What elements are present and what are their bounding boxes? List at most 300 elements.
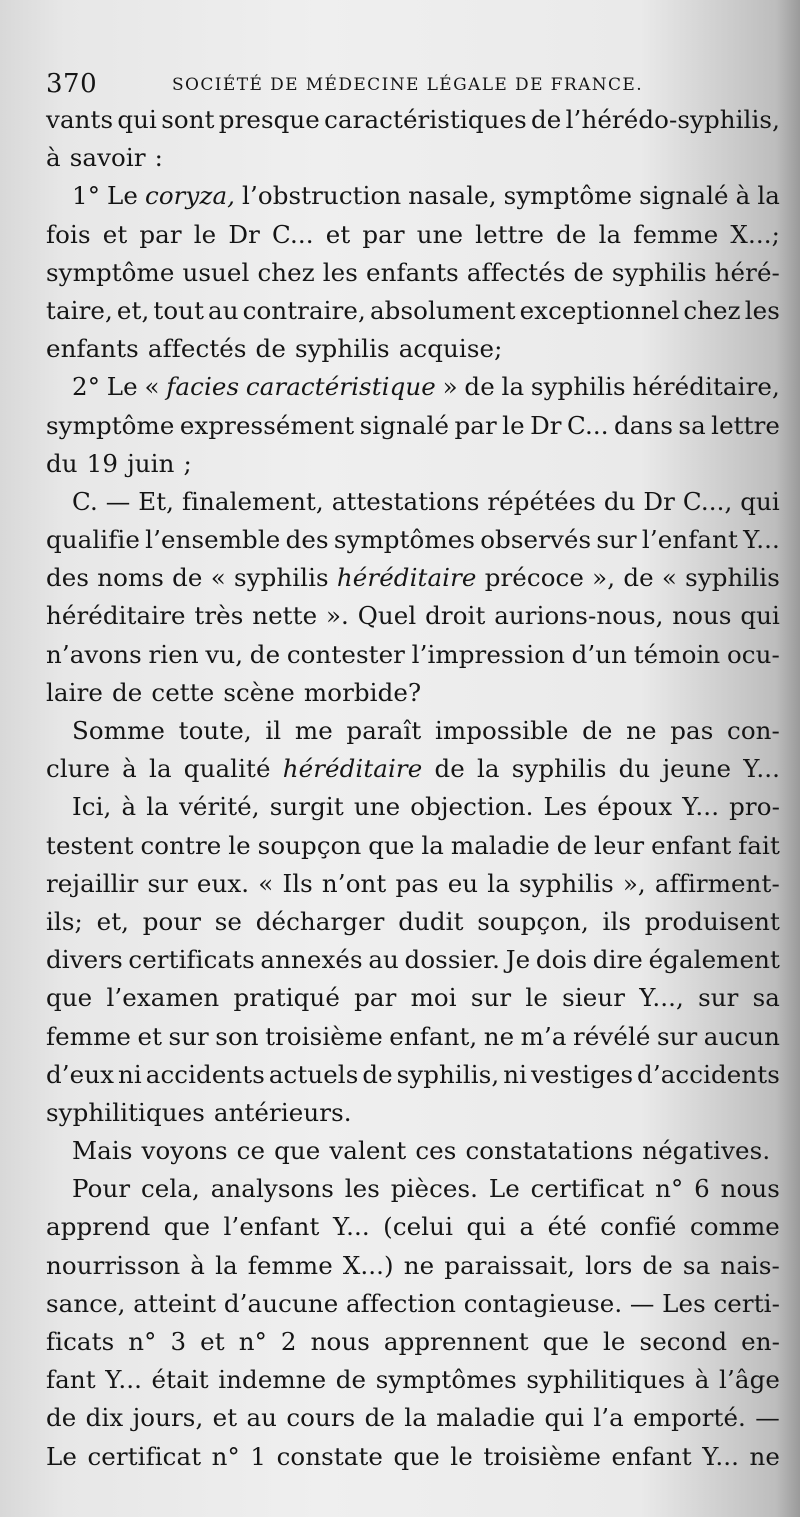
word: certificats	[128, 945, 255, 975]
word: négatives.	[642, 1136, 771, 1166]
word: exceptionnel	[519, 295, 680, 325]
word: pour	[142, 906, 202, 936]
word: les	[744, 295, 780, 325]
word: que	[46, 983, 93, 1013]
word: et,	[96, 906, 130, 936]
word: et	[200, 1327, 225, 1356]
word: 3	[170, 1327, 187, 1356]
running-title: SOCIÉTÉ DE MÉDECINE LÉGALE DE FRANCE.	[172, 75, 644, 95]
word: la	[146, 792, 169, 822]
word: coryza,	[145, 181, 236, 211]
word: Y...	[682, 792, 720, 822]
word: sur	[470, 983, 512, 1013]
word: par	[454, 410, 497, 440]
word: Dr	[228, 219, 260, 249]
word: atteint	[133, 1288, 217, 1318]
word: Dr	[530, 410, 562, 440]
word: certi-	[713, 1288, 780, 1318]
word: con-	[727, 716, 780, 745]
word: impossible	[434, 716, 569, 745]
text-line	[46, 1056, 780, 1094]
word: «	[661, 563, 677, 593]
word: l’obstruction	[242, 181, 402, 211]
text-line	[46, 445, 780, 483]
word: lettre	[475, 219, 545, 249]
word: et	[102, 219, 128, 249]
word: vu,	[205, 639, 244, 669]
word: la	[149, 754, 172, 784]
word: ne	[483, 1021, 515, 1051]
word: une	[353, 792, 401, 822]
word: par	[354, 983, 397, 1013]
word: symptôme	[46, 257, 175, 287]
text-line	[46, 368, 780, 406]
word: la	[215, 1250, 238, 1280]
word: X...)	[342, 1250, 394, 1280]
word: de	[573, 257, 604, 287]
word: ni	[503, 1059, 528, 1089]
word: l’a	[593, 1403, 624, 1433]
word: nous	[310, 1327, 370, 1356]
word: laire	[46, 677, 103, 707]
text-line	[46, 1132, 780, 1170]
word: affectés	[466, 257, 566, 287]
word: 19	[86, 448, 119, 478]
word: dix	[85, 1403, 124, 1433]
word: qui	[740, 601, 780, 631]
word: soupçon	[257, 830, 362, 860]
text-line	[46, 254, 780, 292]
word: dois	[535, 945, 588, 975]
word: de	[362, 1059, 393, 1089]
word: de	[335, 1365, 367, 1395]
word: eu	[447, 868, 479, 898]
word: Quel	[357, 601, 417, 631]
word: 6	[694, 1174, 710, 1204]
word: troisième	[483, 1441, 602, 1471]
word: dudit	[398, 906, 464, 936]
word: que	[368, 830, 415, 860]
word: le	[602, 1327, 626, 1356]
word: symptômes	[375, 1365, 517, 1395]
word: de	[112, 677, 143, 707]
word: héré-	[714, 257, 780, 287]
word: de	[582, 716, 613, 745]
word: de	[364, 1403, 396, 1433]
word: troisième	[265, 1021, 383, 1051]
word: sur	[656, 1021, 698, 1051]
word: Les	[662, 1288, 706, 1318]
word: le	[525, 983, 548, 1013]
word: de	[464, 372, 495, 402]
text-line	[46, 483, 780, 521]
word: «	[210, 563, 226, 593]
word: se	[214, 906, 243, 936]
word: affection	[345, 1288, 457, 1318]
text-line	[46, 407, 780, 445]
word: jours,	[132, 1403, 204, 1433]
word: nasale,	[408, 181, 497, 211]
word: Y...	[332, 1212, 370, 1242]
word: la	[404, 1403, 427, 1433]
word: syphilis	[530, 372, 626, 402]
word: syphilitiques	[526, 1365, 686, 1395]
word: de	[642, 1250, 673, 1280]
text-line	[46, 636, 780, 674]
word: sur	[147, 868, 188, 898]
word: acquise;	[398, 334, 503, 364]
word: Les	[543, 792, 588, 822]
word: X...;	[730, 219, 780, 249]
word: répétées	[487, 486, 596, 516]
word: caractéristiques	[324, 105, 527, 134]
text-line	[46, 292, 780, 330]
word: qui	[466, 1212, 507, 1242]
word: et	[137, 1021, 163, 1051]
word: contagieuse.	[463, 1288, 623, 1318]
word: dossier.	[404, 945, 501, 975]
text-line	[46, 559, 780, 597]
word: accidents	[145, 1059, 265, 1089]
word: de	[46, 1403, 77, 1433]
word: scène	[223, 677, 295, 707]
word: l’hérédo-syphilis,	[565, 105, 780, 134]
word: morbide?	[303, 677, 422, 707]
word: les	[344, 1174, 380, 1204]
word: décharger	[255, 906, 385, 936]
text-line	[46, 1285, 780, 1323]
word: nette	[252, 601, 318, 631]
word: symptôme	[503, 181, 633, 211]
word: contre	[140, 830, 222, 860]
word: me	[294, 716, 333, 745]
word: savoir	[69, 143, 146, 173]
word: ils	[602, 906, 632, 936]
word: »,	[592, 563, 616, 593]
word: l’ensemble	[145, 525, 281, 555]
word: qui	[544, 1403, 585, 1433]
word: n°	[238, 1327, 267, 1356]
word: Pour	[72, 1174, 131, 1204]
word: Je	[505, 945, 531, 975]
text-line	[46, 1247, 780, 1285]
word: lettre	[711, 410, 780, 440]
text-line	[46, 1170, 780, 1208]
word: de	[249, 639, 281, 669]
word: valent	[329, 1136, 407, 1166]
word: Y...	[702, 1441, 739, 1471]
word: enfant	[611, 1441, 692, 1471]
word: qui	[117, 105, 157, 134]
word: l’enfant	[641, 525, 738, 555]
word: le	[193, 219, 217, 249]
word: caractéristique	[245, 372, 436, 402]
text-line	[46, 101, 780, 139]
word: de	[623, 563, 654, 593]
word: au	[368, 945, 399, 975]
word: —	[755, 1403, 780, 1433]
word: vants	[46, 105, 114, 134]
word: ficats	[46, 1327, 115, 1356]
word: précoce	[484, 563, 584, 593]
word: de	[434, 754, 465, 784]
word: héréditaire,	[632, 372, 780, 402]
word: pièces.	[390, 1174, 479, 1204]
word: n’avons	[46, 639, 142, 669]
word: qui	[740, 486, 780, 516]
word: confié	[600, 1212, 677, 1242]
word: sa	[678, 410, 706, 440]
word: noms	[97, 563, 164, 593]
word: maladie	[436, 1403, 536, 1433]
word: n°	[211, 1441, 240, 1471]
word: soupçon,	[477, 906, 589, 936]
word: et	[325, 219, 351, 249]
word: droit	[425, 601, 486, 631]
word: produisent	[644, 906, 780, 936]
word: voyons	[141, 1136, 228, 1166]
word: taire,	[46, 295, 113, 325]
word: expressément	[179, 410, 355, 440]
word: au	[246, 1403, 278, 1433]
word: n’ont	[321, 868, 387, 898]
word: à	[46, 143, 61, 173]
text-line	[46, 177, 780, 215]
text-line	[46, 903, 780, 941]
word: que	[163, 1212, 211, 1242]
word: de	[556, 219, 587, 249]
page-header	[0, 66, 800, 102]
word: attestations	[331, 486, 480, 516]
text-line	[46, 712, 780, 750]
word: cette	[151, 677, 215, 707]
word: dire	[592, 945, 643, 975]
text-line	[46, 788, 780, 826]
word: toute,	[178, 716, 252, 745]
word: (celui	[383, 1212, 454, 1242]
word: presque	[218, 105, 320, 134]
word: a	[519, 1212, 535, 1242]
word: nous	[720, 1174, 780, 1204]
word: second	[639, 1327, 728, 1356]
word: m’a	[520, 1021, 567, 1051]
word: Dr	[643, 486, 675, 516]
word: apprend	[46, 1212, 151, 1242]
word: analysons	[210, 1174, 334, 1204]
word: paraît	[346, 716, 422, 745]
word: l’examen	[106, 983, 220, 1013]
word: héréditaire	[46, 601, 186, 631]
word: actuels	[268, 1059, 359, 1089]
text-line	[46, 674, 780, 712]
text-line	[46, 597, 780, 635]
word: enfant	[651, 830, 732, 860]
word: rejaillir	[46, 868, 139, 898]
word: observés	[480, 525, 592, 555]
word: ne	[626, 716, 657, 745]
word: syphilis	[294, 334, 390, 364]
word: à	[735, 181, 751, 211]
word: jeune	[662, 754, 732, 784]
word: sance,	[46, 1288, 126, 1318]
word: Le	[488, 1174, 520, 1204]
text-line	[46, 330, 780, 368]
word: femme	[247, 1250, 333, 1280]
word: 1°	[72, 181, 101, 211]
word: absolument	[369, 295, 516, 325]
word: qualité	[183, 754, 271, 784]
text-line	[46, 1323, 780, 1361]
word: contraire,	[242, 295, 366, 325]
word: certificat	[87, 1441, 202, 1471]
word: symptôme	[46, 410, 175, 440]
word: de	[556, 830, 588, 860]
word: tout	[153, 295, 205, 325]
word: au	[208, 295, 239, 325]
word: ».	[325, 601, 349, 631]
text-line	[46, 1399, 780, 1437]
word: d’un	[571, 639, 628, 669]
text-line	[46, 521, 780, 559]
word: syphilis	[233, 563, 329, 593]
word: son	[215, 1021, 259, 1051]
word: sur	[698, 983, 739, 1013]
word: —	[629, 1288, 655, 1318]
word: des	[285, 525, 329, 555]
word: Ils	[282, 868, 313, 898]
word: l’enfant	[223, 1212, 320, 1242]
text-line	[46, 1018, 780, 1056]
word: enfants	[365, 257, 459, 287]
word: d’eux	[46, 1059, 115, 1089]
word: femme	[633, 219, 719, 249]
word: antérieurs.	[213, 1097, 352, 1127]
word: fait	[738, 830, 780, 860]
word: le	[450, 1441, 473, 1471]
word: syphilis	[611, 257, 707, 287]
word: C...,	[682, 486, 733, 516]
word: à	[121, 792, 137, 822]
word: syphilitiques	[46, 1097, 205, 1127]
word: que	[274, 1136, 321, 1166]
word: et	[212, 1403, 238, 1433]
word: Y...	[105, 1365, 143, 1395]
word: ne	[749, 1441, 780, 1471]
word: et,	[116, 295, 150, 325]
word: très	[194, 601, 244, 631]
word: que	[542, 1327, 589, 1356]
word: —	[105, 486, 131, 516]
word: Et,	[138, 486, 175, 516]
word: Ici,	[72, 792, 112, 822]
text-line	[46, 1361, 780, 1399]
word: la	[476, 754, 500, 784]
word: divers	[46, 945, 123, 975]
word: la	[421, 830, 445, 860]
word: emporté.	[633, 1403, 746, 1433]
word: annexés	[260, 945, 363, 975]
word: Somme	[72, 716, 165, 745]
word: signalé	[639, 181, 729, 211]
text-line	[46, 827, 780, 865]
word: contester	[286, 639, 405, 669]
text-line	[46, 865, 780, 903]
word: ce	[236, 1136, 266, 1166]
word: »	[442, 372, 458, 402]
word: affirment-	[654, 868, 780, 898]
word: héréditaire	[336, 563, 477, 593]
word: chez	[683, 295, 741, 325]
page-number: 370	[46, 69, 98, 99]
word: ces	[415, 1136, 457, 1166]
word: de	[255, 334, 286, 364]
word: Le	[106, 372, 138, 402]
word: sa	[752, 983, 780, 1013]
word: femme	[46, 1021, 132, 1051]
word: à	[122, 754, 137, 784]
word: sur	[596, 525, 637, 555]
word: les	[322, 257, 358, 287]
word: époux	[597, 792, 673, 822]
word: objection.	[410, 792, 534, 822]
word: Mais	[72, 1136, 133, 1166]
word: certificat	[530, 1174, 645, 1204]
word: l’impression	[411, 639, 565, 669]
word: à	[694, 1365, 710, 1395]
word: Le	[46, 1441, 77, 1471]
word: pro-	[729, 792, 780, 822]
word: ni	[118, 1059, 142, 1089]
word: ;	[183, 448, 192, 478]
text-line	[46, 1208, 780, 1246]
word: eux.	[196, 868, 250, 898]
word: ocu-	[726, 639, 780, 669]
word: «	[258, 868, 274, 898]
word: la	[487, 868, 510, 898]
word: sieur	[562, 983, 626, 1013]
word: qualifie	[46, 525, 140, 555]
word: ne	[403, 1250, 435, 1280]
word: par	[139, 219, 182, 249]
word: une	[416, 219, 464, 249]
word: nourrisson	[46, 1250, 181, 1280]
word: n°	[655, 1174, 684, 1204]
word: 1	[250, 1441, 267, 1471]
word: vestiges	[530, 1059, 634, 1089]
word: comme	[689, 1212, 780, 1242]
word: été	[547, 1212, 587, 1242]
word: que	[393, 1441, 440, 1471]
word: finalement,	[181, 486, 324, 516]
word: paraissait,	[444, 1250, 576, 1280]
word: révélé	[573, 1021, 651, 1051]
word: Y...	[743, 525, 780, 555]
word: constatations	[465, 1136, 634, 1166]
word: lors	[585, 1250, 633, 1280]
word: pas	[670, 716, 714, 745]
word: Le	[107, 181, 139, 211]
word: dans	[613, 410, 674, 440]
word: syphilis,	[396, 1059, 500, 1089]
word: sont	[161, 105, 215, 134]
word: la	[598, 219, 622, 249]
word: syphilis	[511, 754, 607, 784]
word: C...	[272, 219, 314, 249]
word: nous	[672, 601, 732, 631]
text-line	[46, 216, 780, 254]
word: clure	[46, 754, 111, 784]
word: vérité,	[178, 792, 260, 822]
